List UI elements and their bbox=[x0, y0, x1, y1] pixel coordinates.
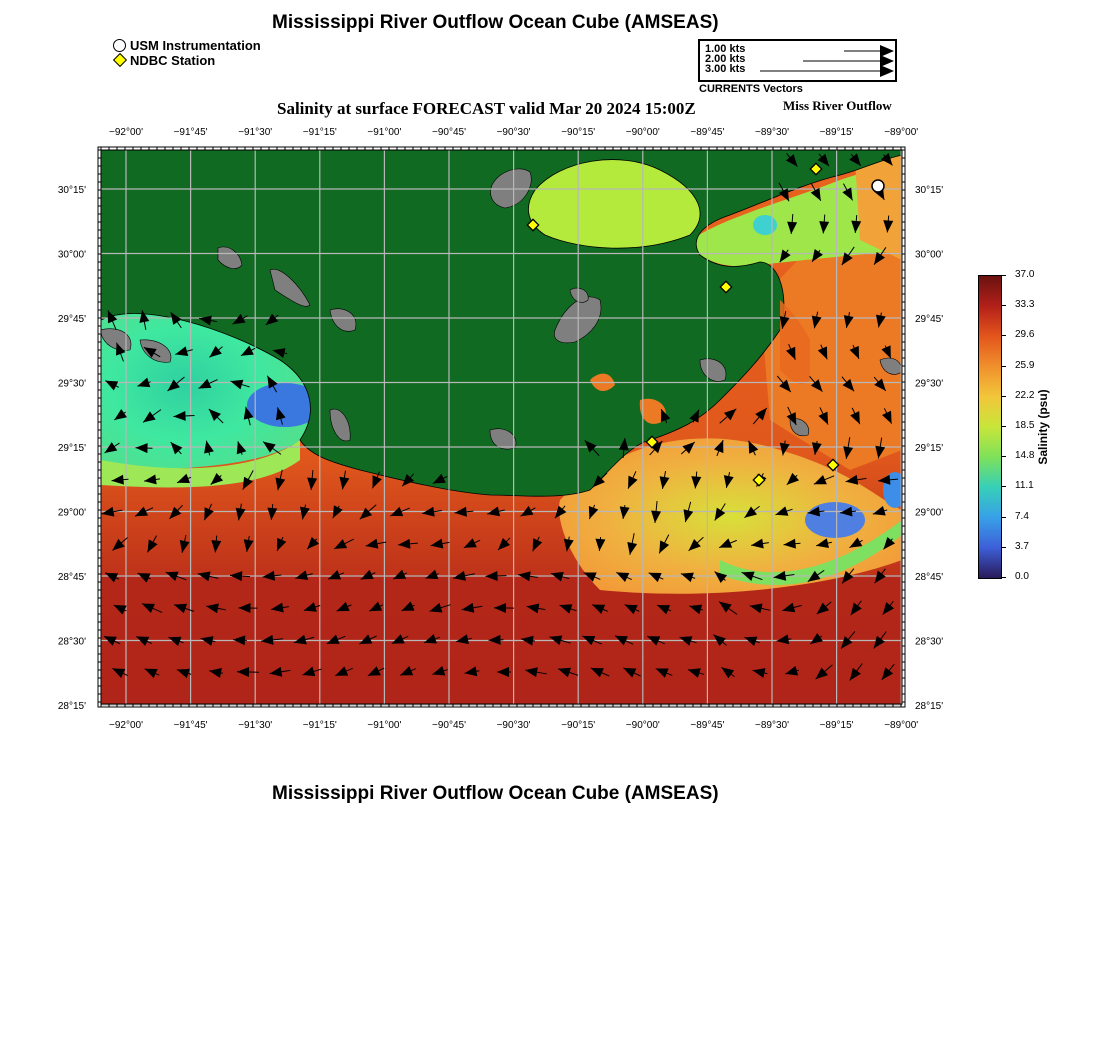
lon-tick-label-bottom: −90°45' bbox=[432, 720, 466, 731]
lon-tick-label-top: −89°00' bbox=[884, 127, 919, 138]
lon-tick-label-bottom: −90°00' bbox=[625, 720, 660, 731]
colorbar-tick-label: 7.4 bbox=[1015, 510, 1029, 522]
colorbar-tick bbox=[1001, 305, 1006, 306]
colorbar-tick bbox=[1001, 426, 1006, 427]
vector-legend-2kt: 2.00 kts bbox=[705, 53, 746, 65]
colorbar-tick bbox=[1001, 577, 1006, 578]
lat-tick-label-right: 29°30' bbox=[915, 378, 944, 390]
colorbar-tick bbox=[1001, 486, 1006, 487]
lon-tick-label-bottom: −89°45' bbox=[690, 720, 725, 731]
lon-tick-label-bottom: −90°30' bbox=[496, 720, 531, 731]
colorbar-tick bbox=[1001, 547, 1006, 548]
lat-tick-label-right: 28°45' bbox=[915, 572, 944, 583]
colorbar-tick-label: 22.2 bbox=[1015, 389, 1035, 401]
lon-tick-label-top: −91°00' bbox=[367, 127, 402, 138]
colorbar-tick bbox=[1001, 275, 1006, 276]
lat-tick-label-right: 29°15' bbox=[915, 443, 944, 454]
lon-tick-label-bottom: −91°45' bbox=[173, 720, 208, 731]
colorbar-tick-label: 0.0 bbox=[1015, 571, 1029, 582]
lon-tick-label-bottom: −89°30' bbox=[755, 720, 789, 731]
page-title: Mississippi River Outflow Ocean Cube (AMSEAS) bbox=[272, 12, 719, 33]
lon-tick-label-bottom: −90°15' bbox=[561, 720, 596, 731]
lon-tick-label-bottom: −89°00' bbox=[884, 720, 919, 731]
lat-tick-label-right: 30°00' bbox=[915, 249, 944, 261]
lon-tick-label-top: −89°45' bbox=[690, 127, 725, 138]
lon-tick-label-bottom: −89°15' bbox=[819, 720, 854, 731]
lon-tick-label-top: −91°15' bbox=[302, 127, 337, 138]
colorbar-tick bbox=[1001, 396, 1006, 397]
legend-usm-label: USM Instrumentation bbox=[130, 38, 261, 53]
lon-tick-label-top: −90°15' bbox=[561, 127, 596, 138]
lat-tick-label-left: 29°00' bbox=[57, 507, 86, 519]
colorbar-tick-label: 3.7 bbox=[1015, 540, 1029, 552]
lon-tick-label-bottom: −92°00' bbox=[109, 720, 143, 731]
colorbar-tick bbox=[1001, 335, 1006, 336]
lon-tick-label-bottom: −91°30' bbox=[238, 720, 273, 731]
lon-tick-label-top: −91°30' bbox=[238, 127, 273, 138]
colorbar-ticks bbox=[1001, 269, 1061, 582]
lat-tick-label-right: 28°15' bbox=[915, 701, 944, 712]
colorbar-tick-label: 37.0 bbox=[1015, 269, 1035, 280]
colorbar-tick-label: 14.8 bbox=[1015, 450, 1035, 462]
map-subtitle: Salinity at surface FORECAST valid Mar 20 2024 15:00Z bbox=[277, 99, 696, 118]
vector-legend-3kt: 3.00 kts bbox=[705, 63, 746, 75]
footer-title: Mississippi River Outflow Ocean Cube (AMSEAS) bbox=[272, 783, 719, 804]
lat-tick-label-left: 28°15' bbox=[57, 701, 86, 712]
legend-ndbc-label: NDBC Station bbox=[130, 53, 216, 68]
lat-tick-label-left: 28°45' bbox=[57, 572, 86, 583]
usm-station-marker bbox=[872, 180, 884, 192]
lat-tick-label-left: 29°15' bbox=[57, 443, 86, 454]
lat-tick-label-right: 29°00' bbox=[915, 507, 944, 519]
lat-tick-label-right: 28°30' bbox=[915, 636, 944, 648]
lat-tick-label-left: 28°30' bbox=[57, 636, 86, 648]
lon-tick-label-bottom: −91°15' bbox=[302, 720, 337, 731]
lon-tick-label-top: −91°45' bbox=[173, 127, 208, 138]
lat-tick-label-left: 30°00' bbox=[57, 249, 86, 261]
colorbar-tick bbox=[1001, 456, 1006, 457]
lon-tick-label-top: −89°30' bbox=[755, 127, 789, 138]
colorbar-tick bbox=[1001, 517, 1006, 518]
colorbar-tick bbox=[1001, 366, 1006, 367]
lat-tick-label-left: 30°15' bbox=[57, 185, 86, 196]
region-label: Miss River Outflow bbox=[783, 98, 892, 113]
colorbar-tick-label: 29.6 bbox=[1015, 329, 1035, 341]
lat-tick-label-left: 29°45' bbox=[57, 314, 86, 325]
colorbar-label: Salinity (psu) bbox=[1036, 389, 1050, 465]
lat-tick-label-right: 29°45' bbox=[915, 314, 944, 325]
lon-tick-label-bottom: −91°00' bbox=[367, 720, 402, 731]
lon-tick-label-top: −90°45' bbox=[432, 127, 466, 138]
lat-tick-label-right: 30°15' bbox=[915, 185, 944, 196]
colorbar-tick-label: 11.1 bbox=[1015, 480, 1034, 492]
colorbar-tick-label: 18.5 bbox=[1015, 420, 1035, 431]
colorbar-tick-label: 33.3 bbox=[1015, 299, 1035, 311]
vector-legend-1kt: 1.00 kts bbox=[705, 43, 746, 55]
lat-tick-label-left: 29°30' bbox=[57, 378, 86, 390]
lon-tick-label-top: −92°00' bbox=[109, 127, 143, 138]
lon-tick-label-top: −90°30' bbox=[496, 127, 531, 138]
vector-legend-title: CURRENTS Vectors bbox=[699, 83, 803, 95]
lon-tick-label-top: −90°00' bbox=[625, 127, 660, 138]
colorbar-tick-label: 25.9 bbox=[1015, 359, 1035, 371]
colorbar bbox=[978, 275, 1002, 579]
lon-tick-label-top: −89°15' bbox=[819, 127, 854, 138]
